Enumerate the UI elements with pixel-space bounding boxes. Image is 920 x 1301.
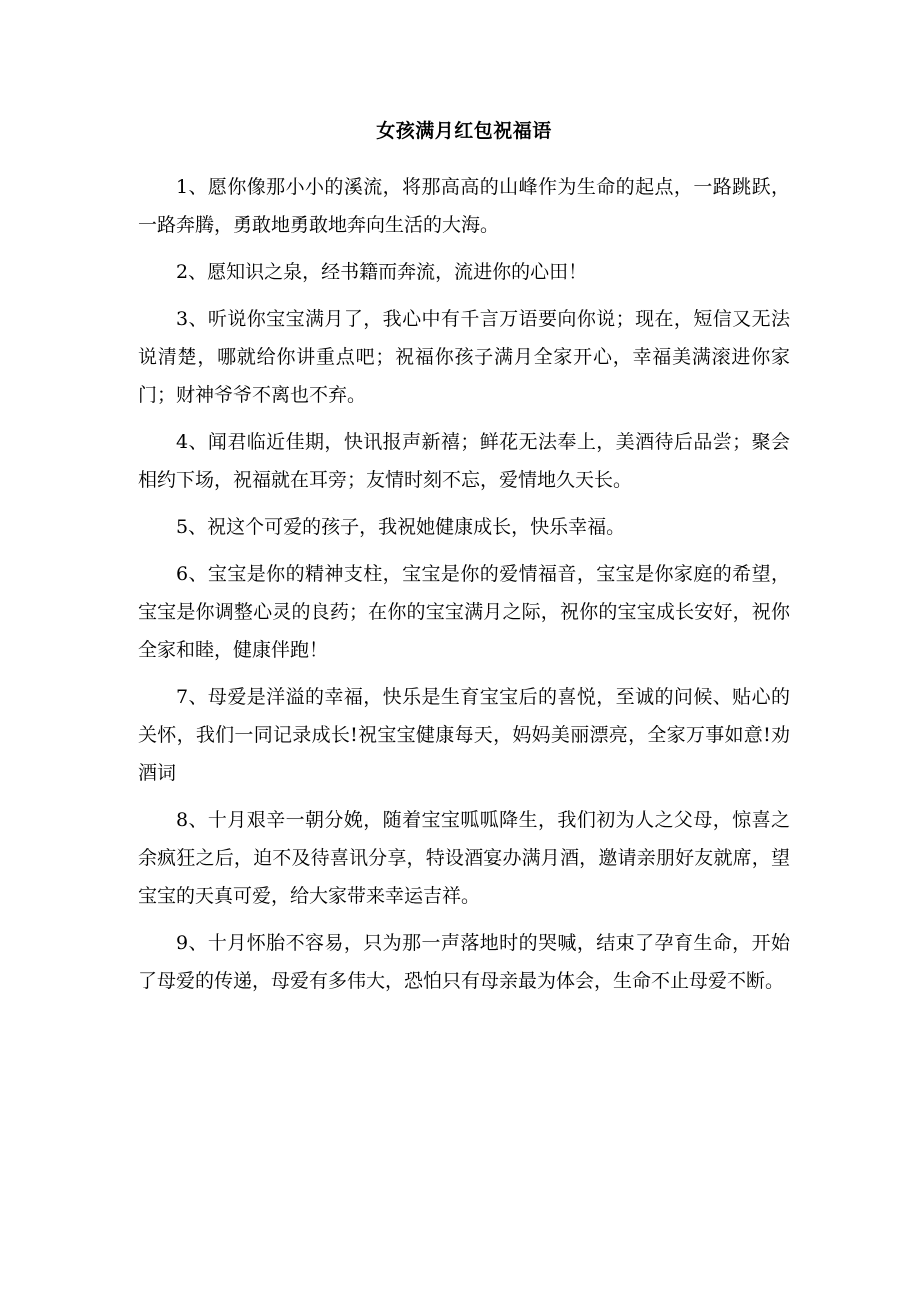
paragraph-9: 9、十月怀胎不容易，只为那一声落地时的哭喊，结束了孕育生命，开始了母爱的传递，母爱有多伟大，恐怕只有母亲最为体会，生命不止母爱不断。 [138,932,790,992]
paragraph-3: 3、听说你宝宝满月了，我心中有千言万语要向你说；现在，短信又无法说清楚，哪就给你讲重点吧；祝福你孩子满月全家开心，幸福美满滚进你家门；财神爷爷不离也不弃。 [138,308,790,406]
paragraph-7: 7、母爱是洋溢的幸福，快乐是生育宝宝后的喜悦，至诚的问候、贴心的关怀，我们一同记录成长!祝宝宝健康每天，妈妈美丽漂亮，全家万事如意!劝酒词 [138,686,790,784]
paragraph-4: 4、闻君临近佳期，快讯报声新禧；鲜花无法奉上，美酒待后品尝；聚会相约下场，祝福就在耳旁；友情时刻不忘，爱情地久天长。 [138,431,790,491]
paragraph-2: 2、愿知识之泉，经书籍而奔流，流进你的心田！ [176,261,588,283]
paragraph-1: 1、愿你像那小小的溪流，将那高高的山峰作为生命的起点，一路跳跃，一路奔腾，勇敢地勇敢地奔向生活的大海。 [138,176,790,236]
document-page [138,118,790,1009]
paragraph-5: 5、祝这个可爱的孩子，我祝她健康成长，快乐幸福。 [176,516,626,538]
document-title: 女孩满月红包祝福语 [376,120,552,142]
paragraph-6: 6、宝宝是你的精神支柱，宝宝是你的爱情福音，宝宝是你家庭的希望，宝宝是你调整心灵的良药；在你的宝宝满月之际，祝你的宝宝成长安好，祝你全家和睦，健康伴跑！ [138,563,790,661]
paragraph-8: 8、十月艰辛一朝分娩，随着宝宝呱呱降生，我们初为人之父母，惊喜之余疯狂之后，迫不及待喜讯分享，特设酒宴办满月酒，邀请亲朋好友就席，望宝宝的天真可爱，给大家带来幸运吉祥。 [138,809,790,907]
